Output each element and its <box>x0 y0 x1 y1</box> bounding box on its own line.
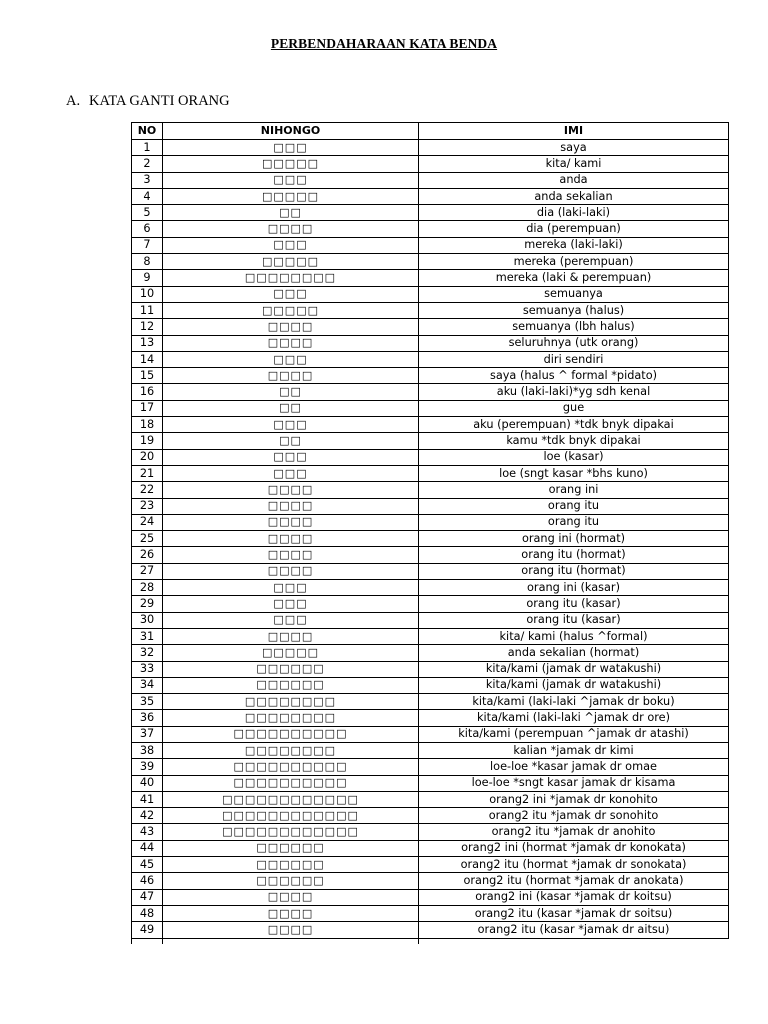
table-row <box>132 514 729 530</box>
table-row <box>132 286 729 302</box>
table-row <box>132 498 729 514</box>
nihongo-cell: □□□□ <box>163 889 419 905</box>
nihongo-cell: □□□□ <box>163 482 419 498</box>
imi-cell: anda <box>419 172 729 188</box>
row-number-cell: 47 <box>132 889 163 905</box>
row-number-cell: 27 <box>132 563 163 579</box>
table-row <box>132 302 729 318</box>
nihongo-cell: □□□□□□ <box>163 661 419 677</box>
nihongo-cell: □□□□ <box>163 905 419 921</box>
table-row <box>132 596 729 612</box>
table-row <box>132 221 729 237</box>
imi-cell: gue <box>419 400 729 416</box>
nihongo-cell: □□□□□□ <box>163 857 419 873</box>
nihongo-cell: □□□□ <box>163 563 419 579</box>
row-number-cell: 48 <box>132 905 163 921</box>
table-row <box>132 677 729 693</box>
nihongo-cell: □□□□□□□□□□ <box>163 726 419 742</box>
nihongo-cell: □□□□□ <box>163 188 419 204</box>
imi-cell: orang2 ini (kasar *jamak dr koitsu) <box>419 889 729 905</box>
imi-cell: semuanya (halus) <box>419 302 729 318</box>
imi-cell: diri sendiri <box>419 351 729 367</box>
nihongo-cell: □□□ <box>163 172 419 188</box>
row-number-cell: 8 <box>132 254 163 270</box>
nihongo-cell: □□□□□ <box>163 302 419 318</box>
nihongo-cell: □□□□□□□□□□□□ <box>163 808 419 824</box>
imi-cell: orang2 ini (hormat *jamak dr konokata) <box>419 840 729 856</box>
row-number-cell: 14 <box>132 351 163 367</box>
table-row <box>132 156 729 172</box>
nihongo-cell: □□□□□ <box>163 645 419 661</box>
row-number-cell: 42 <box>132 808 163 824</box>
table-row <box>132 140 729 156</box>
imi-cell: kita/kami (laki-laki ^jamak dr ore) <box>419 710 729 726</box>
vocabulary-table <box>131 122 729 944</box>
row-number-cell: 31 <box>132 628 163 644</box>
imi-cell: loe-loe *kasar jamak dr omae <box>419 759 729 775</box>
imi-cell: orang itu <box>419 514 729 530</box>
section-heading <box>66 93 230 110</box>
nihongo-cell: □□□ <box>163 237 419 253</box>
nihongo-cell: □□□□ <box>163 319 419 335</box>
imi-cell: orang2 ini *jamak dr konohito <box>419 791 729 807</box>
nihongo-cell: □□□□ <box>163 498 419 514</box>
nihongo-cell: □□□ <box>163 140 419 156</box>
table-row <box>132 547 729 563</box>
imi-cell: orang2 itu (kasar *jamak dr aitsu) <box>419 922 729 938</box>
nihongo-cell: □□ <box>163 400 419 416</box>
imi-cell: kita/ kami <box>419 156 729 172</box>
row-number-cell: 12 <box>132 319 163 335</box>
table-row <box>132 384 729 400</box>
imi-cell: mereka (laki-laki) <box>419 237 729 253</box>
row-number-cell: 35 <box>132 694 163 710</box>
row-number-cell: 21 <box>132 465 163 481</box>
imi-cell: orang2 itu (hormat *jamak dr sonokata) <box>419 857 729 873</box>
imi-cell: orang2 itu *jamak dr sonohito <box>419 808 729 824</box>
row-number-cell: 1 <box>132 140 163 156</box>
table-row <box>132 628 729 644</box>
table-row <box>132 237 729 253</box>
imi-cell: dia (perempuan) <box>419 221 729 237</box>
continuation-cell <box>419 938 729 944</box>
imi-cell: kita/ kami (halus ^formal) <box>419 628 729 644</box>
row-number-cell: 38 <box>132 742 163 758</box>
nihongo-cell: □□□□□□ <box>163 840 419 856</box>
row-number-cell: 36 <box>132 710 163 726</box>
imi-cell: semuanya <box>419 286 729 302</box>
nihongo-cell: □□□ <box>163 465 419 481</box>
imi-cell: orang2 itu (kasar *jamak dr soitsu) <box>419 905 729 921</box>
row-number-cell: 11 <box>132 302 163 318</box>
table-row <box>132 857 729 873</box>
table-row <box>132 840 729 856</box>
nihongo-cell: □□□□□ <box>163 254 419 270</box>
table-row <box>132 368 729 384</box>
table-row <box>132 400 729 416</box>
document-title: PERBENDAHARAAN KATA BENDA <box>270 36 498 51</box>
nihongo-cell: □□□□□□ <box>163 677 419 693</box>
imi-cell: loe (sngt kasar *bhs kuno) <box>419 465 729 481</box>
nihongo-cell: □□ <box>163 205 419 221</box>
nihongo-cell: □□□□□□□□ <box>163 710 419 726</box>
table-row <box>132 726 729 742</box>
table-row <box>132 319 729 335</box>
table-row <box>132 563 729 579</box>
imi-cell: kita/kami (perempuan ^jamak dr atashi) <box>419 726 729 742</box>
table-row <box>132 824 729 840</box>
imi-cell: semuanya (lbh halus) <box>419 319 729 335</box>
imi-cell: saya <box>419 140 729 156</box>
nihongo-cell: □□□□ <box>163 628 419 644</box>
nihongo-cell: □□□ <box>163 612 419 628</box>
row-number-cell: 43 <box>132 824 163 840</box>
section-title: KATA GANTI ORANG <box>89 93 230 109</box>
imi-cell: anda sekalian (hormat) <box>419 645 729 661</box>
nihongo-cell: □□□□□□ <box>163 873 419 889</box>
row-number-cell: 19 <box>132 433 163 449</box>
row-number-cell: 16 <box>132 384 163 400</box>
table-row <box>132 270 729 286</box>
nihongo-cell: □□□ <box>163 596 419 612</box>
nihongo-cell: □□□□□ <box>163 156 419 172</box>
imi-cell: orang itu (kasar) <box>419 612 729 628</box>
row-number-cell: 13 <box>132 335 163 351</box>
imi-cell: kita/kami (jamak dr watakushi) <box>419 661 729 677</box>
table-row <box>132 612 729 628</box>
row-number-cell: 41 <box>132 791 163 807</box>
table-row <box>132 254 729 270</box>
imi-cell: orang itu (hormat) <box>419 563 729 579</box>
nihongo-cell: □□□□□□□□ <box>163 270 419 286</box>
imi-cell: kita/kami (laki-laki ^jamak dr boku) <box>419 694 729 710</box>
imi-cell: seluruhnya (utk orang) <box>419 335 729 351</box>
imi-cell: kalian *jamak dr kimi <box>419 742 729 758</box>
row-number-cell: 9 <box>132 270 163 286</box>
row-number-cell: 49 <box>132 922 163 938</box>
imi-cell: orang2 itu *jamak dr anohito <box>419 824 729 840</box>
imi-cell: saya (halus ^ formal *pidato) <box>419 368 729 384</box>
nihongo-cell: □□ <box>163 433 419 449</box>
header-nihongo: NIHONGO <box>163 123 419 140</box>
table-row <box>132 873 729 889</box>
row-number-cell: 30 <box>132 612 163 628</box>
row-number-cell: 44 <box>132 840 163 856</box>
row-number-cell: 37 <box>132 726 163 742</box>
table-header-row <box>132 123 729 140</box>
nihongo-cell: □□□□□□□□ <box>163 694 419 710</box>
row-number-cell: 40 <box>132 775 163 791</box>
nihongo-cell: □□ <box>163 384 419 400</box>
row-number-cell: 26 <box>132 547 163 563</box>
nihongo-cell: □□□□□□□□□□□□ <box>163 824 419 840</box>
imi-cell: loe-loe *sngt kasar jamak dr kisama <box>419 775 729 791</box>
table-row <box>132 465 729 481</box>
table-row <box>132 759 729 775</box>
imi-cell: orang ini <box>419 482 729 498</box>
nihongo-cell: □□□□ <box>163 221 419 237</box>
nihongo-cell: □□□□□□□□ <box>163 742 419 758</box>
nihongo-cell: □□□□ <box>163 335 419 351</box>
row-number-cell: 45 <box>132 857 163 873</box>
table-row <box>132 791 729 807</box>
row-number-cell: 5 <box>132 205 163 221</box>
nihongo-cell: □□□ <box>163 449 419 465</box>
nihongo-cell: □□□ <box>163 580 419 596</box>
table-row <box>132 417 729 433</box>
row-number-cell: 46 <box>132 873 163 889</box>
table-body <box>132 140 729 944</box>
nihongo-cell: □□□ <box>163 351 419 367</box>
table-row <box>132 710 729 726</box>
table-row <box>132 905 729 921</box>
row-number-cell: 6 <box>132 221 163 237</box>
nihongo-cell: □□□□□□□□□□ <box>163 775 419 791</box>
nihongo-cell: □□□□ <box>163 531 419 547</box>
imi-cell: orang itu (kasar) <box>419 596 729 612</box>
nihongo-cell: □□□□□□□□□□□□ <box>163 791 419 807</box>
row-number-cell: 7 <box>132 237 163 253</box>
table-row <box>132 922 729 938</box>
table-row <box>132 645 729 661</box>
table-row <box>132 694 729 710</box>
continuation-cell <box>163 938 419 944</box>
row-number-cell: 34 <box>132 677 163 693</box>
nihongo-cell: □□□□ <box>163 368 419 384</box>
continuation-cell <box>132 938 163 944</box>
section-letter: A. <box>66 93 81 109</box>
row-number-cell: 28 <box>132 580 163 596</box>
imi-cell: orang2 itu (hormat *jamak dr anokata) <box>419 873 729 889</box>
row-number-cell: 39 <box>132 759 163 775</box>
imi-cell: orang itu <box>419 498 729 514</box>
imi-cell: aku (laki-laki)*yg sdh kenal <box>419 384 729 400</box>
table-row <box>132 661 729 677</box>
table-row <box>132 335 729 351</box>
row-number-cell: 20 <box>132 449 163 465</box>
row-number-cell: 2 <box>132 156 163 172</box>
header-no: NO <box>132 123 163 140</box>
nihongo-cell: □□□□ <box>163 922 419 938</box>
row-number-cell: 15 <box>132 368 163 384</box>
imi-cell: anda sekalian <box>419 188 729 204</box>
row-number-cell: 24 <box>132 514 163 530</box>
table-row <box>132 449 729 465</box>
imi-cell: orang itu (hormat) <box>419 547 729 563</box>
table-row <box>132 808 729 824</box>
imi-cell: mereka (laki & perempuan) <box>419 270 729 286</box>
table-row <box>132 775 729 791</box>
row-number-cell: 29 <box>132 596 163 612</box>
header-imi: IMI <box>419 123 729 140</box>
table-row <box>132 351 729 367</box>
nihongo-cell: □□□□□□□□□□ <box>163 759 419 775</box>
table-row <box>132 172 729 188</box>
row-number-cell: 4 <box>132 188 163 204</box>
imi-cell: orang ini (hormat) <box>419 531 729 547</box>
table-row <box>132 433 729 449</box>
row-number-cell: 17 <box>132 400 163 416</box>
nihongo-cell: □□□ <box>163 286 419 302</box>
imi-cell: kamu *tdk bnyk dipakai <box>419 433 729 449</box>
imi-cell: orang ini (kasar) <box>419 580 729 596</box>
nihongo-cell: □□□□ <box>163 547 419 563</box>
row-number-cell: 10 <box>132 286 163 302</box>
row-number-cell: 22 <box>132 482 163 498</box>
row-number-cell: 18 <box>132 417 163 433</box>
row-number-cell: 33 <box>132 661 163 677</box>
row-number-cell: 25 <box>132 531 163 547</box>
nihongo-cell: □□□□ <box>163 514 419 530</box>
nihongo-cell: □□□ <box>163 417 419 433</box>
table-row <box>132 482 729 498</box>
table-row <box>132 531 729 547</box>
table-row-continuation <box>132 938 729 944</box>
table-row <box>132 889 729 905</box>
row-number-cell: 32 <box>132 645 163 661</box>
imi-cell: dia (laki-laki) <box>419 205 729 221</box>
table-row <box>132 188 729 204</box>
imi-cell: mereka (perempuan) <box>419 254 729 270</box>
table-row <box>132 742 729 758</box>
table-row <box>132 205 729 221</box>
row-number-cell: 23 <box>132 498 163 514</box>
imi-cell: loe (kasar) <box>419 449 729 465</box>
row-number-cell: 3 <box>132 172 163 188</box>
imi-cell: kita/kami (jamak dr watakushi) <box>419 677 729 693</box>
table-row <box>132 580 729 596</box>
imi-cell: aku (perempuan) *tdk bnyk dipakai <box>419 417 729 433</box>
